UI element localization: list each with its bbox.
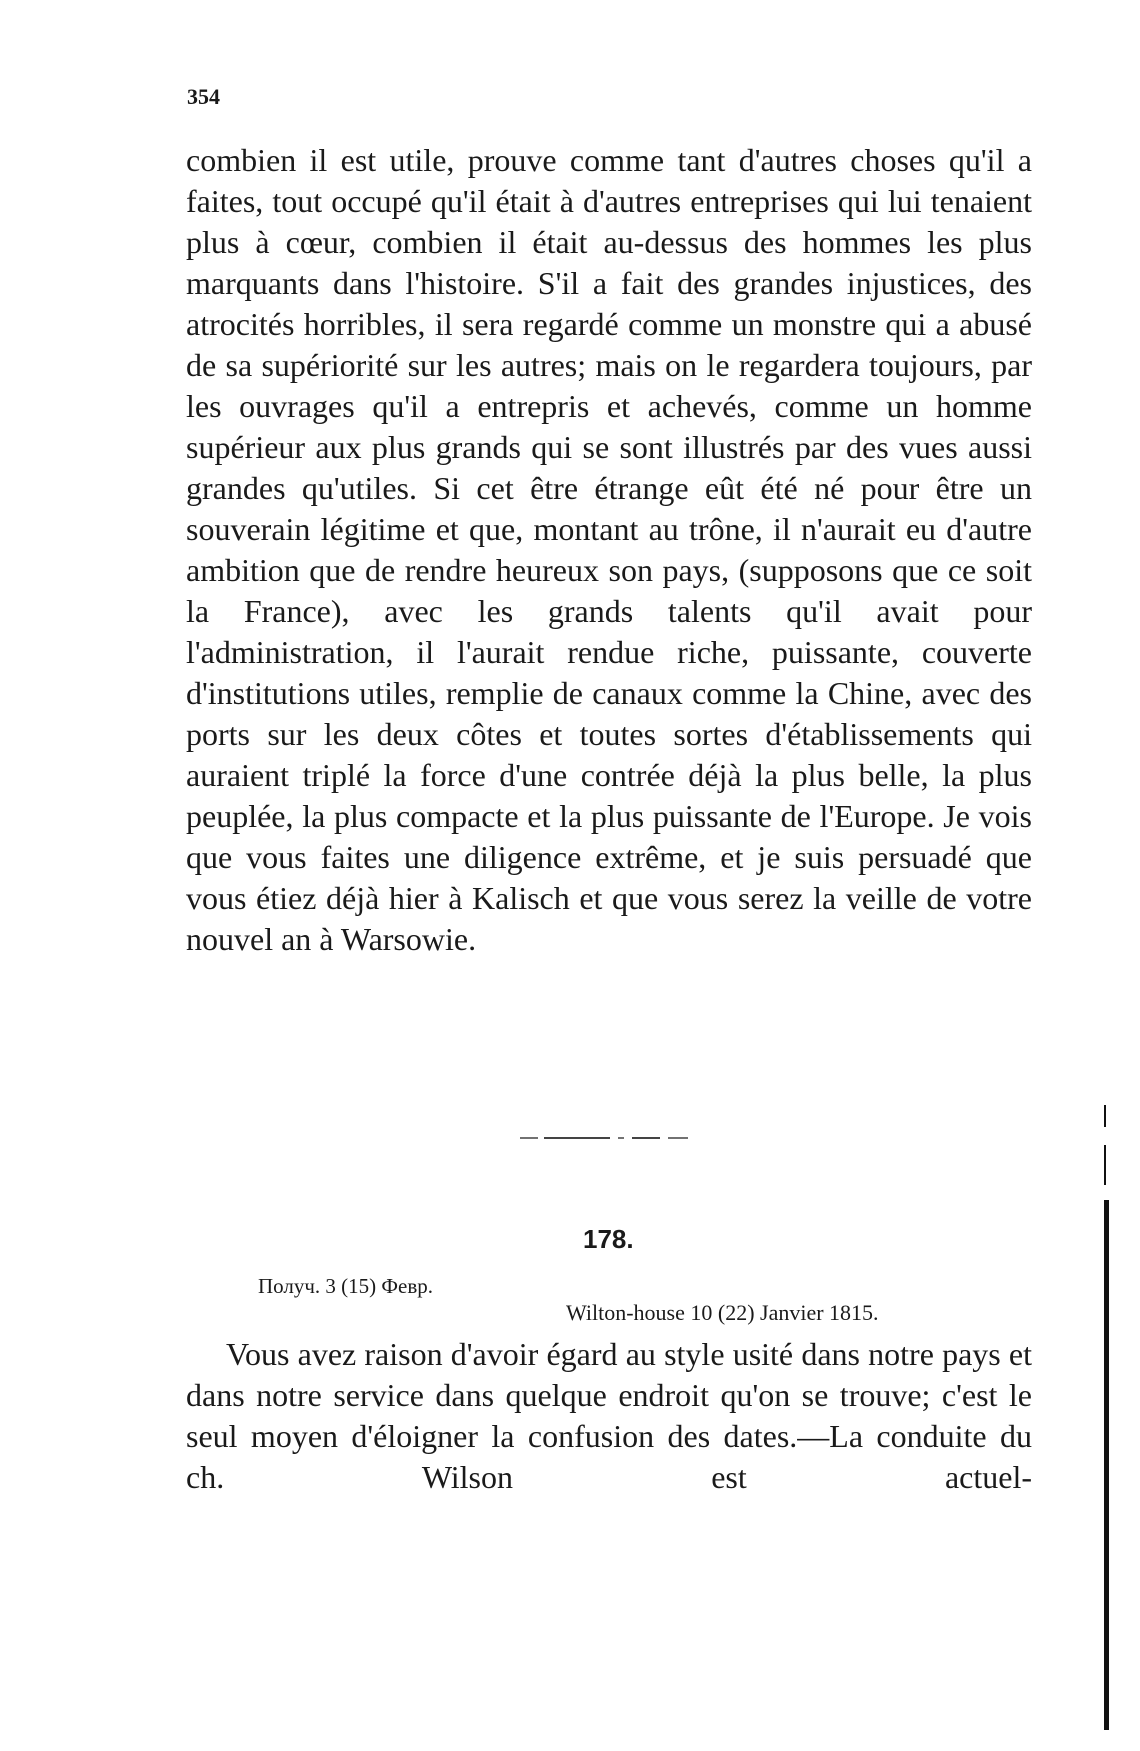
- letter-paragraph: Vous avez raison d'avoir égard au style usité dans notre pays et dans notre service dans quelque endroit qu'on se trouve; c'est le seul moyen d'éloigner la confusion des dates.—La conduite du ch. Wilson est actuel-: [186, 1336, 1032, 1495]
- section-separator: [520, 1133, 690, 1143]
- letter-dateline: Wilton-house 10 (22) Janvier 1815.: [566, 1300, 879, 1325]
- body-paragraph: combien il est utile, prouve comme tant d'autres choses qu'il a faites, tout occupé qu'il était à d'autres entreprises qui lui tenaient plus à cœur, combien il était au-dessus des hommes les plus marquants dans l'histoire. S'il a fait des grandes injustices, des atrocités horribles, il sera regardé comme un monstre qui a abusé de sa supériorité sur les autres; mais on le regardera toujours, par les ouvrages qu'il a entrepris et achevés, comme un homme supérieur aux plus grands qui se sont illustrés par des vues aussi grandes qu'utiles. Si cet être étrange eût été né pour être un souverain légitime et que, montant au trône, il n'aurait eu d'autre ambition que de rendre heureux son pays, (supposons que ce soit la France), avec les grands talents qu'il avait pour l'administration, il l'aurait rendue riche, puissante, couverte d'institutions utiles, remplie de canaux comme la Chine, avec des ports sur les deux côtes et toutes sortes d'établissements qui auraient triplé la force d'une contrée déjà la plus belle, la plus peuplée, la plus compacte et la plus puissante de l'Europe. Je vois que vous faites une diligence extrême, et je suis persuadé que vous étiez déjà hier à Kalisch et que vous serez la veille de votre nouvel an à Warsowie.: [186, 142, 1032, 957]
- page-number: 354: [187, 84, 220, 109]
- letter-number: 178.: [583, 1224, 634, 1254]
- scan-edge-line: [1104, 1200, 1109, 1730]
- scan-edge-mark: [1104, 1145, 1106, 1185]
- received-note: Получ. 3 (15) Февр.: [258, 1274, 433, 1298]
- scan-edge-mark: [1104, 1105, 1106, 1127]
